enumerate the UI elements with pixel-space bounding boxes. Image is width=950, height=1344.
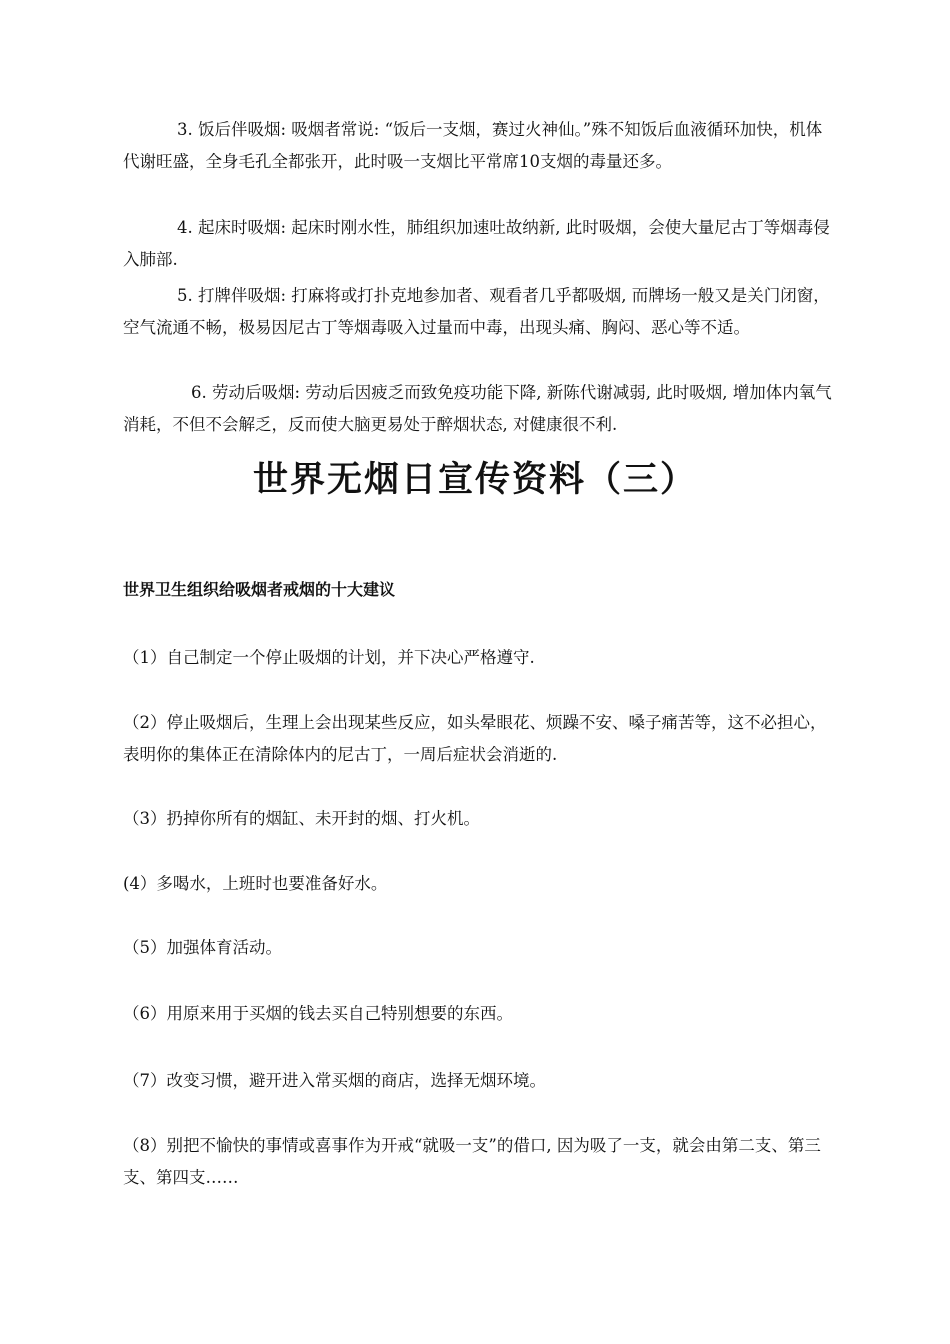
item-6 — [123, 377, 835, 441]
tip-3: （3）扔掉你所有的烟缸、未开封的烟、打火机。 — [123, 809, 480, 828]
item-4 — [123, 212, 835, 276]
tip-4: (4）多喝水，上班时也要准备好水。 — [123, 874, 388, 893]
item-3 — [123, 114, 835, 178]
tip-5: （5）加强体育活动。 — [123, 938, 282, 957]
item-4-label: 4. 起床时吸烟 — [177, 218, 281, 237]
section-subtitle: 世界卫生组织给吸烟者戒烟的十大建议 — [123, 580, 396, 599]
item-5-text: : 打麻将或打扑克地参加者、观看者几乎都吸烟, 而牌场一般又是关门闭窗，空气流通不畅，极易因尼古丁等烟毒吸入过量而中毒，出现头痛、胸闷、恶心等不适。 — [123, 286, 830, 337]
item-3-text: : 吸烟者常说: “饭后一支烟，赛过火神仙。”殊不知饭后血液循环加快，机体代谢旺盛，全身毛孔全都张开，此时吸一支烟比平常席10支烟的毒量还多。 — [123, 120, 823, 171]
page-title: 世界无烟日宣传资料（三） — [252, 460, 697, 500]
tip-7: （7）改变习惯，避开进入常买烟的商店，选择无烟环境。 — [123, 1071, 546, 1090]
item-6-label: 6. 劳动后吸烟 — [191, 383, 295, 402]
tip-8: （8）别把不愉快的事情或喜事作为开戒“就吸一支”的借口, 因为吸了一支，就会由第二支、第三支、第四支…… — [123, 1136, 821, 1187]
item-6-text: : 劳动后因疲乏而致免疫功能下降, 新陈代谢减弱, 此时吸烟, 增加体内氧气消耗，不但不会解乏，反而使大脑更易处于醉烟状态, 对健康很不利. — [123, 383, 832, 434]
tip-6: （6）用原来用于买烟的钱去买自己特别想要的东西。 — [123, 1004, 513, 1023]
tip-1: （1）自己制定一个停止吸烟的计划，并下决心严格遵守. — [123, 648, 535, 667]
tip-2: （2）停止吸烟后，生理上会出现某些反应，如头晕眼花、烦躁不安、嗓子痛苦等，这不必担心，表明你的集体正在清除体内的尼古丁，一周后症状会消逝的. — [123, 713, 827, 764]
item-5 — [123, 280, 835, 344]
item-4-text: : 起床时刚水性，肺组织加速吐故纳新, 此时吸烟，会使大量尼古丁等烟毒侵入肺部. — [123, 218, 830, 269]
item-5-label: 5. 打牌伴吸烟 — [177, 286, 281, 305]
item-3-label: 3. 饭后伴吸烟 — [177, 120, 281, 139]
